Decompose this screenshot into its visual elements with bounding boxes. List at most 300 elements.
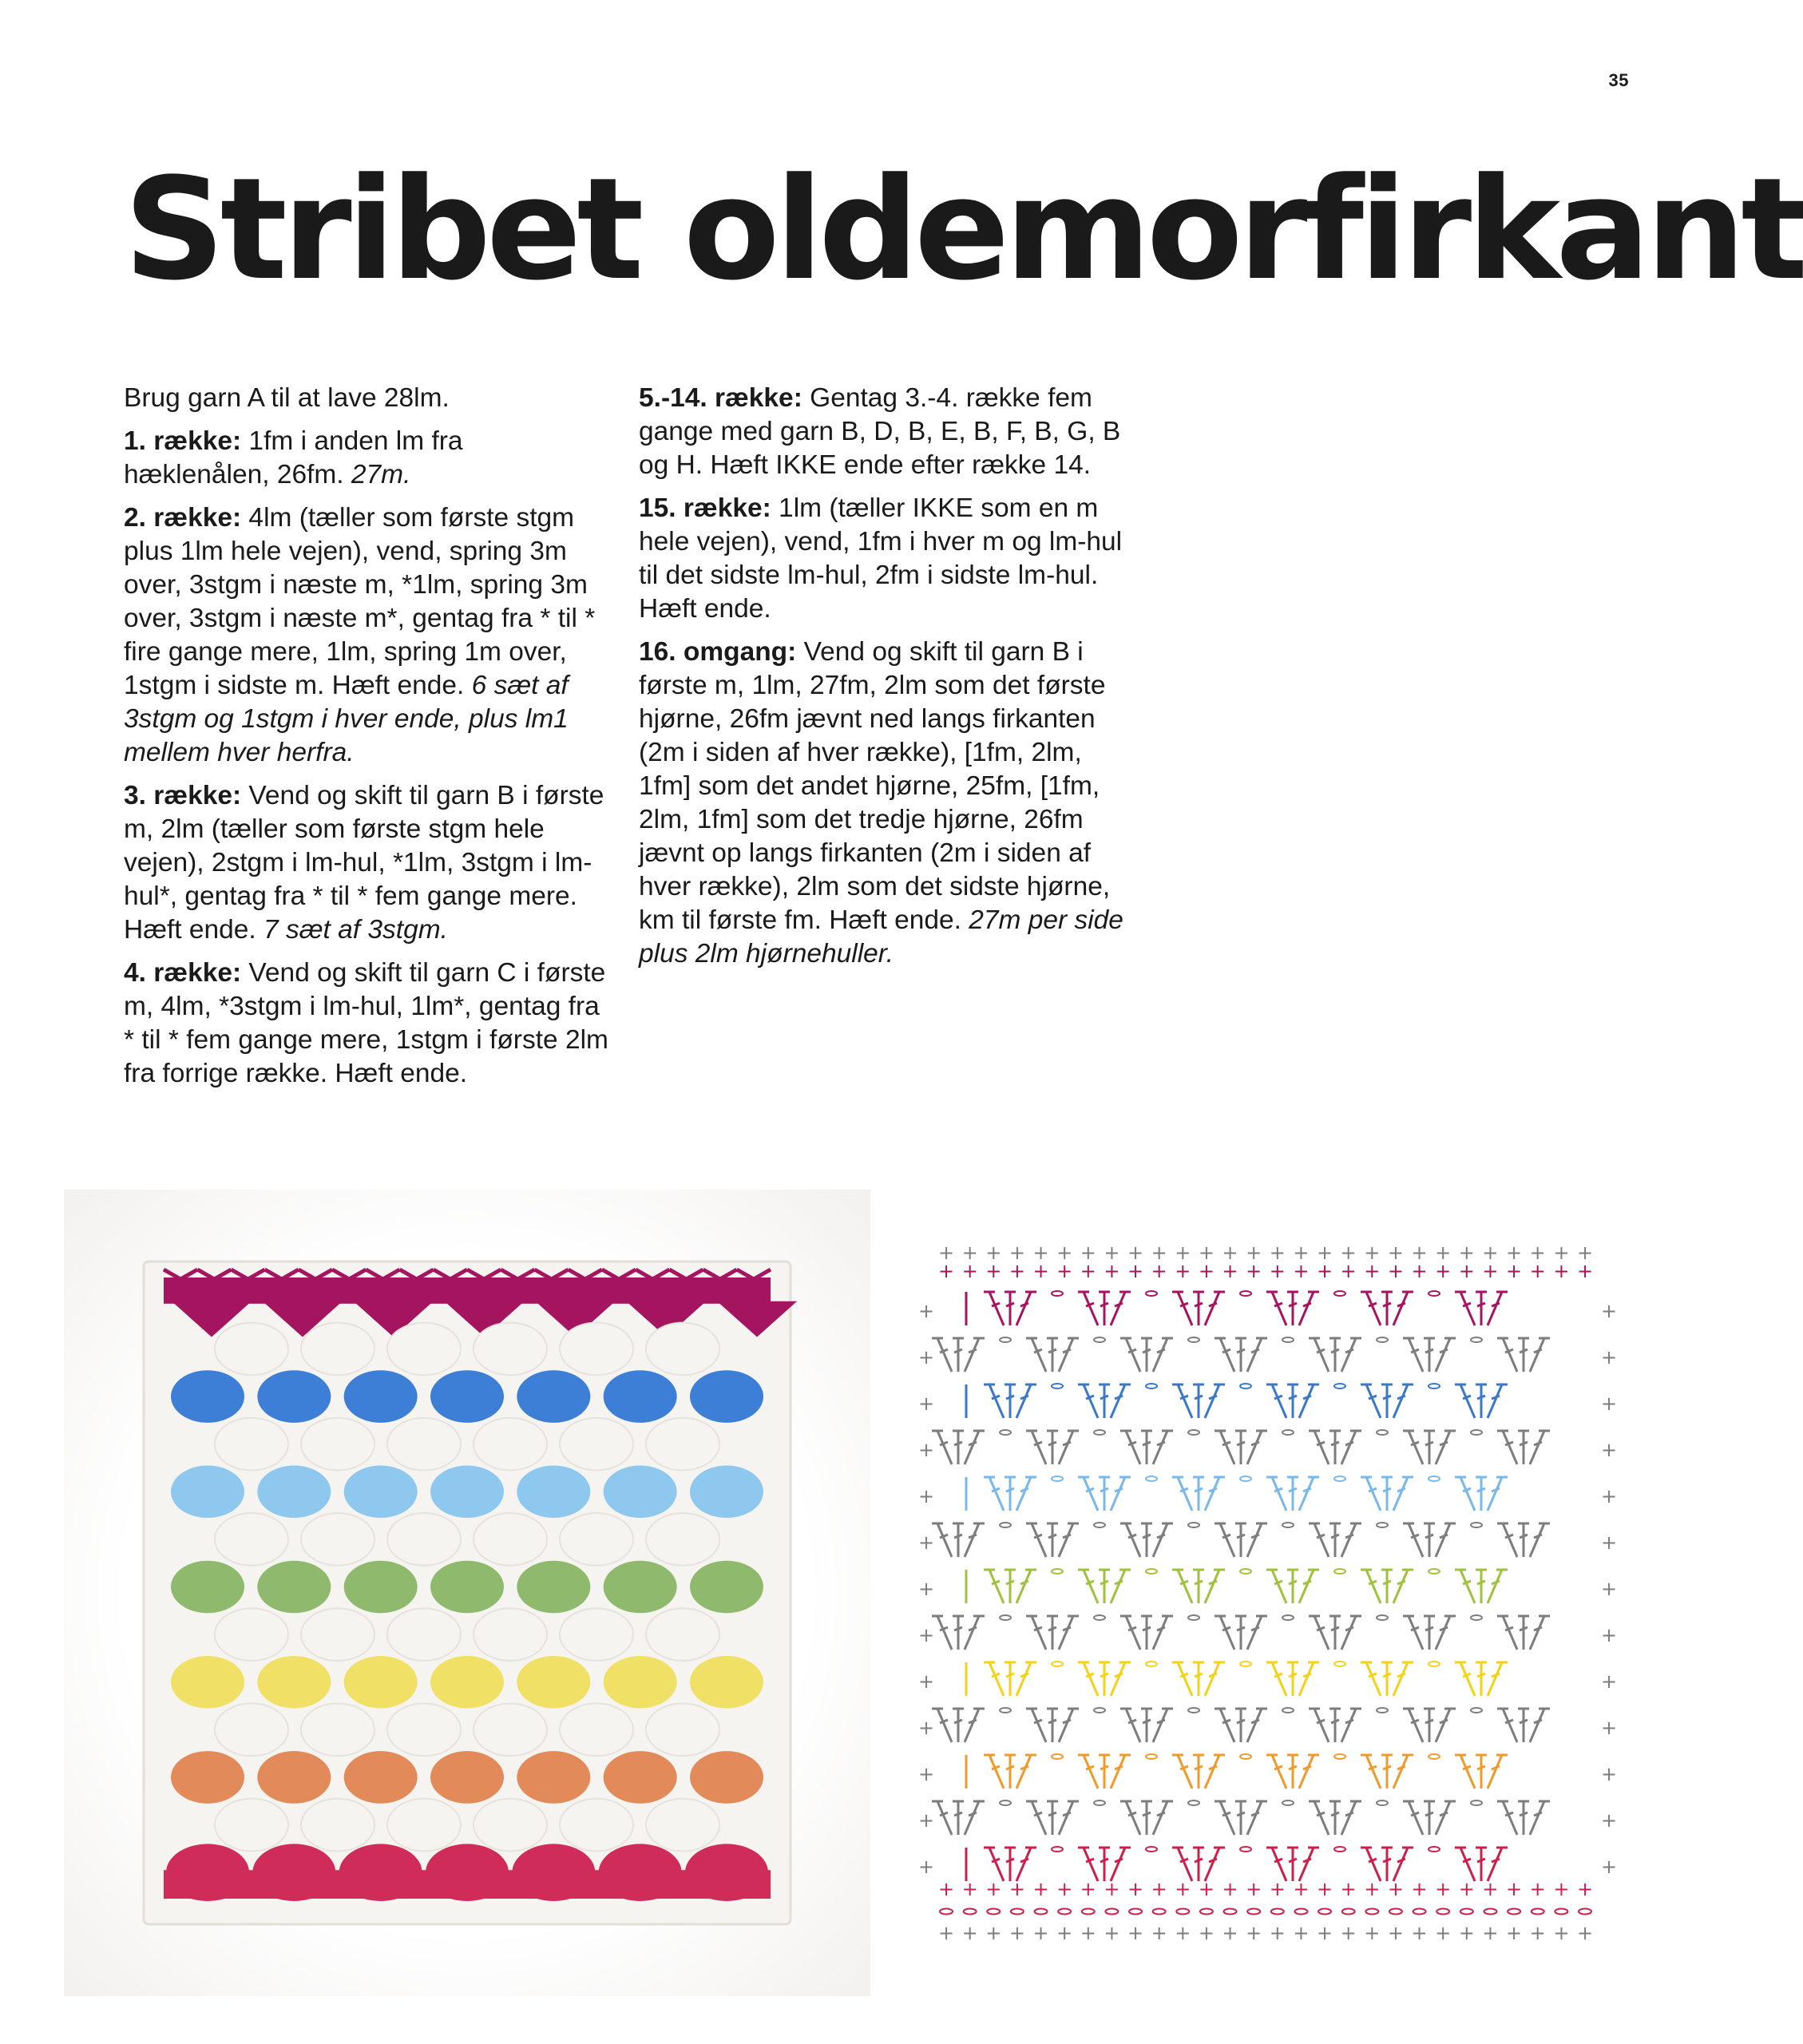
chart-dc-cluster [1215, 1431, 1267, 1464]
chart-border-stitch: + [1387, 1922, 1405, 1944]
stitch-cluster [257, 1656, 331, 1709]
chart-dc-tick [1209, 1303, 1217, 1306]
chart-dc-cluster [1403, 1431, 1456, 1464]
chart-sc-stitch: + [1127, 1260, 1144, 1282]
chart-dc-cluster [932, 1523, 985, 1557]
chart-dc-cluster [1215, 1801, 1267, 1835]
chart-dc-cluster [1455, 1848, 1508, 1881]
instruction-paragraph [639, 382, 1134, 482]
chart-dc-cluster [1120, 1709, 1173, 1742]
stitch-cluster [426, 1844, 509, 1901]
chart-dc-cluster [984, 1292, 1036, 1325]
chart-dc-tick [1534, 1442, 1542, 1445]
chart-dc-tick [1369, 1303, 1377, 1306]
chart-dc-tick [1157, 1535, 1165, 1538]
crochet-chart-diagram [910, 1242, 1621, 1944]
chart-dc-stem [1247, 1616, 1262, 1650]
chart-dc-tick [1397, 1859, 1405, 1862]
chart-dc-tick [1157, 1812, 1165, 1816]
chart-sc-stitch: + [1056, 1260, 1073, 1282]
chart-dc-tick [1505, 1349, 1513, 1353]
chart-dc-stem [1488, 1570, 1502, 1603]
chart-sc-stitch: + [1506, 1260, 1523, 1282]
chart-dc-stem [1178, 1384, 1192, 1418]
stitch-cluster [474, 1704, 547, 1757]
chart-dc-tick [1369, 1488, 1377, 1491]
chart-dc-tick [1034, 1349, 1042, 1353]
stitch-count: 27m per side plus 2lm hjørnehuller. [639, 905, 1123, 969]
chart-dc-stem [1084, 1570, 1098, 1603]
chart-dc-tick [1195, 1581, 1203, 1584]
chart-side-stitch: + [918, 1531, 935, 1554]
chart-dc-tick [1222, 1720, 1230, 1723]
crochet-square-illustration [64, 1190, 870, 1996]
chart-dc-tick [1440, 1627, 1448, 1630]
instruction-paragraph [124, 957, 612, 1091]
chart-dc-stem [1032, 1338, 1046, 1372]
stitch-cluster [604, 1370, 677, 1423]
chart-dc-tick [1180, 1766, 1188, 1769]
chart-chain [1429, 1662, 1440, 1666]
chart-dc-tick [1331, 1349, 1339, 1353]
chart-dc-stem [965, 1801, 979, 1835]
chart-dc-tick [1209, 1488, 1217, 1491]
chart-chain [1240, 1569, 1251, 1574]
chart-border-stitch: + [1198, 1242, 1215, 1264]
chart-chain [1094, 1430, 1105, 1435]
chart-dc-tick [1520, 1627, 1528, 1630]
chart-dc-stem [1341, 1709, 1356, 1742]
chart-dc-tick [1020, 1396, 1028, 1399]
chart-dc-stem [1366, 1384, 1381, 1418]
chart-dc-stem [1016, 1477, 1031, 1511]
chart-dc-stem [989, 1848, 1004, 1881]
chart-dc-stem [1460, 1292, 1475, 1325]
chart-dc-stem [1126, 1523, 1140, 1557]
chart-dc-cluster [984, 1570, 1036, 1603]
chart-chain [1334, 1291, 1345, 1296]
chart-border-stitch: + [1411, 1922, 1428, 1944]
chart-dc-stem [1341, 1338, 1356, 1372]
chart-dc-tick [1492, 1581, 1500, 1584]
chart-dc-stem [1503, 1801, 1517, 1835]
row-label: 3. række: [124, 781, 242, 810]
chart-border-stitch: + [937, 1242, 955, 1264]
instruction-text: 1fm i anden lm fra hæklenålen, 26fm. [124, 426, 463, 489]
chart-dc-cluster [1120, 1523, 1173, 1557]
chart-dc-tick [1440, 1720, 1448, 1723]
instruction-text: Brug garn A til at lave 28lm. [124, 383, 450, 413]
chart-chain [1146, 1384, 1157, 1388]
chart-dc-tick [940, 1720, 948, 1723]
chart-side-stitch: + [918, 1392, 935, 1415]
chart-dc-cluster [1078, 1662, 1131, 1696]
stitch-cluster [560, 1418, 633, 1471]
chart-side-stitch: + [1601, 1624, 1618, 1646]
chart-dc-cluster [1403, 1616, 1456, 1650]
chart-dc-tick [1128, 1812, 1136, 1816]
chart-dc-stem [937, 1523, 952, 1557]
stitch-cluster [301, 1323, 374, 1376]
stitch-cluster [387, 1418, 461, 1471]
chart-dc-tick [1100, 1766, 1108, 1769]
instruction-paragraph [124, 779, 612, 947]
chart-sc-stitch: + [937, 1878, 955, 1900]
chart-chain [1377, 1523, 1388, 1527]
chart-chain [1471, 1800, 1482, 1805]
chart-dc-tick [969, 1627, 977, 1630]
chart-side-stitch: + [918, 1670, 935, 1693]
chart-chain [1000, 1430, 1011, 1435]
chart-chain [1334, 1476, 1345, 1481]
chart-sc-stitch: + [1269, 1260, 1286, 1282]
chart-sc-stitch: + [961, 1878, 978, 1900]
chart-chain [1282, 1430, 1294, 1435]
chart-dc-tick [1274, 1488, 1282, 1491]
chart-dc-tick [1195, 1766, 1203, 1769]
page-title: Stribet oldemorfirkant [124, 148, 1803, 311]
chart-dc-tick [1063, 1535, 1071, 1538]
chart-dc-cluster [1172, 1755, 1225, 1788]
chart-border-stitch: + [1411, 1242, 1428, 1264]
chart-dc-tick [1397, 1488, 1405, 1491]
chart-dc-cluster [984, 1477, 1036, 1511]
chart-border-stitch: + [1364, 1242, 1381, 1264]
chart-border-stitch: + [1198, 1922, 1215, 1944]
chart-dc-stem [1341, 1616, 1356, 1650]
chart-chain [1176, 1909, 1189, 1915]
chart-sc-stitch: + [1198, 1878, 1215, 1900]
chart-dc-tick [1237, 1349, 1245, 1353]
chart-dc-cluster [1309, 1431, 1361, 1464]
chart-dc-tick [1143, 1349, 1151, 1353]
chart-dc-stem [1272, 1384, 1286, 1418]
chart-dc-tick [1520, 1812, 1528, 1816]
chart-side-stitch: + [918, 1578, 935, 1600]
chart-border-stitch: + [1008, 1242, 1025, 1264]
chart-border-stitch: + [1127, 1242, 1144, 1264]
chart-dc-tick [1520, 1442, 1528, 1445]
stitch-cluster [517, 1370, 590, 1423]
chart-dc-tick [1006, 1581, 1014, 1584]
stitch-cluster [646, 1608, 719, 1661]
chart-dc-tick [1195, 1488, 1203, 1491]
stitch-cluster [604, 1465, 677, 1518]
stitch-cluster [560, 1513, 633, 1566]
chart-dc-cluster [1120, 1338, 1173, 1372]
chart-dc-tick [1520, 1720, 1528, 1723]
chart-chain [1471, 1615, 1482, 1620]
chart-dc-tick [1006, 1766, 1014, 1769]
chart-dc-cluster [1497, 1801, 1550, 1835]
chart-dc-cluster [1361, 1384, 1413, 1418]
chart-dc-tick [1274, 1766, 1282, 1769]
chart-sc-stitch: + [1387, 1260, 1405, 1282]
chart-sc-stitch: + [1458, 1878, 1475, 1900]
chart-dc-tick [1345, 1442, 1353, 1445]
stitch-cluster [344, 1656, 418, 1709]
chart-dc-cluster [1497, 1709, 1550, 1742]
chart-side-stitch: + [918, 1346, 935, 1369]
stitch-cluster [387, 1799, 461, 1852]
instruction-text: 4lm (tæller som første stgm plus 1lm hele vejen), vend, spring 3m over, 3stgm i næste m, *1lm, spring 3m over, 3stgm i næste m*, gentag fra * til * fire gange mere, 1lm, spring 1m over, 1stgm i sidste m. Hæft ende. [124, 503, 596, 700]
chart-dc-tick [1128, 1720, 1136, 1723]
chart-sc-stitch: + [1482, 1878, 1499, 1900]
chart-dc-tick [1086, 1303, 1094, 1306]
chart-chain [1334, 1754, 1345, 1759]
chart-dc-stem [1126, 1709, 1140, 1742]
chart-dc-tick [1034, 1535, 1042, 1538]
chart-dc-tick [1345, 1720, 1353, 1723]
chart-sc-stitch: + [1104, 1878, 1120, 1900]
chart-border-stitch: + [1317, 1922, 1333, 1944]
stitch-cluster [430, 1370, 504, 1423]
stitch-cluster [344, 1370, 418, 1423]
chart-chain [1532, 1909, 1544, 1915]
chart-dc-stem [1084, 1662, 1098, 1696]
stitch-cluster [599, 1844, 682, 1901]
chart-border-stitch: + [1080, 1922, 1096, 1944]
stitch-cluster [474, 1799, 547, 1852]
stitch-cluster [430, 1656, 504, 1709]
chart-dc-tick [1303, 1766, 1311, 1769]
chart-dc-tick [1180, 1859, 1188, 1862]
chart-side-stitch: + [1601, 1763, 1618, 1785]
chart-dc-tick [1425, 1442, 1433, 1445]
chart-dc-stem [1436, 1801, 1450, 1835]
chart-dc-stem [1205, 1292, 1219, 1325]
chart-dc-cluster [1361, 1662, 1413, 1696]
stitch-cluster [301, 1608, 374, 1661]
chart-dc-cluster [1120, 1616, 1173, 1650]
stitch-cluster [646, 1799, 719, 1852]
chart-dc-tick [1492, 1303, 1500, 1306]
chart-dc-tick [1331, 1442, 1339, 1445]
chart-dc-cluster [1215, 1523, 1267, 1557]
stitch-cluster [474, 1323, 547, 1376]
chart-dc-stem [1460, 1662, 1475, 1696]
chart-dc-cluster [932, 1616, 985, 1650]
chart-dc-tick [1251, 1349, 1259, 1353]
chart-dc-cluster [1403, 1523, 1456, 1557]
stitch-count: 27m. [351, 460, 411, 489]
chart-dc-tick [1209, 1396, 1217, 1399]
chart-dc-stem [1059, 1431, 1073, 1464]
chart-chain [1389, 1909, 1402, 1915]
chart-chain [1484, 1909, 1496, 1915]
chart-dc-tick [1034, 1720, 1042, 1723]
chart-chain [1052, 1754, 1063, 1759]
chart-dc-tick [1251, 1720, 1259, 1723]
chart-chain [1240, 1847, 1251, 1852]
chart-dc-tick [1369, 1674, 1377, 1677]
chart-dc-stem [937, 1709, 952, 1742]
chart-dc-stem [1436, 1709, 1450, 1742]
chart-sc-stitch: + [985, 1260, 1002, 1282]
chart-dc-tick [1222, 1442, 1230, 1445]
chart-chain [1429, 1384, 1440, 1388]
chart-border-stitch: + [1080, 1242, 1096, 1264]
chart-dc-tick [1034, 1627, 1042, 1630]
instruction-paragraph [124, 382, 612, 415]
chart-dc-tick [1397, 1674, 1405, 1677]
chart-dc-tick [1463, 1581, 1471, 1584]
chart-dc-cluster [1361, 1570, 1413, 1603]
stitch-cluster [517, 1751, 590, 1804]
chart-dc-stem [1393, 1570, 1408, 1603]
chart-dc-tick [1274, 1581, 1282, 1584]
stitch-cluster [215, 1799, 288, 1852]
chart-dc-stem [1111, 1292, 1125, 1325]
chart-chain [1471, 1708, 1482, 1713]
chart-border-stitch: + [1553, 1242, 1570, 1264]
chart-dc-stem [989, 1477, 1004, 1511]
chart-chain [1282, 1523, 1294, 1527]
chart-dc-tick [1063, 1442, 1071, 1445]
chart-side-stitch: + [1601, 1439, 1618, 1461]
stitch-cluster [257, 1370, 331, 1423]
chart-dc-tick [954, 1535, 962, 1538]
chart-dc-stem [1314, 1709, 1329, 1742]
chart-dc-tick [1006, 1859, 1014, 1862]
chart-dc-tick [1048, 1720, 1056, 1723]
stitch-cluster [257, 1465, 331, 1518]
chart-dc-stem [1111, 1384, 1125, 1418]
chart-dc-stem [1503, 1338, 1517, 1372]
chart-dc-tick [1180, 1581, 1188, 1584]
chart-sc-stitch: + [1411, 1878, 1428, 1900]
chart-dc-tick [992, 1488, 1000, 1491]
chart-chain [1318, 1909, 1331, 1915]
chart-dc-stem [1436, 1338, 1450, 1372]
chart-dc-stem [1460, 1848, 1475, 1881]
chart-dc-tick [1048, 1442, 1056, 1445]
chart-dc-stem [1205, 1848, 1219, 1881]
chart-dc-stem [1247, 1338, 1262, 1372]
chart-dc-tick [1289, 1581, 1297, 1584]
chart-side-stitch: + [918, 1809, 935, 1832]
chart-sc-stitch: + [961, 1260, 978, 1282]
chart-dc-stem [1178, 1477, 1192, 1511]
chart-dc-tick [992, 1766, 1000, 1769]
chart-dc-tick [1534, 1349, 1542, 1353]
chart-dc-tick [1048, 1535, 1056, 1538]
chart-dc-stem [1393, 1477, 1408, 1511]
chart-chain [1000, 1337, 1011, 1342]
chart-chain [1200, 1909, 1213, 1915]
chart-dc-tick [1274, 1396, 1282, 1399]
chart-dc-stem [1205, 1477, 1219, 1511]
stitch-count: 6 sæt af 3stgm og 1stgm i hver ende, plus lm1 mellem hver herfra. [124, 671, 569, 767]
chart-dc-cluster [1215, 1338, 1267, 1372]
chart-sc-stitch: + [1175, 1260, 1191, 1282]
chart-dc-tick [1440, 1535, 1448, 1538]
chart-chain [1000, 1615, 1011, 1620]
stitch-cluster [560, 1704, 633, 1757]
chart-dc-tick [969, 1812, 977, 1816]
chart-chain [1000, 1708, 1011, 1713]
chart-sc-stitch: + [1293, 1260, 1310, 1282]
chart-sc-stitch: + [1458, 1260, 1475, 1282]
chart-chain [1094, 1708, 1105, 1713]
chart-dc-stem [989, 1292, 1004, 1325]
chart-dc-cluster [1455, 1292, 1508, 1325]
chart-border-stitch: + [1293, 1922, 1310, 1944]
chart-dc-tick [1383, 1859, 1391, 1862]
chart-dc-stem [1247, 1523, 1262, 1557]
chart-chain [1271, 1909, 1284, 1915]
chart-dc-stem [1272, 1662, 1286, 1696]
chart-dc-tick [1222, 1349, 1230, 1353]
instruction-paragraph [124, 425, 612, 492]
chart-border-stitch: + [1435, 1242, 1452, 1264]
chart-dc-tick [1492, 1488, 1500, 1491]
chart-sc-stitch: + [1340, 1260, 1357, 1282]
chart-dc-tick [1063, 1627, 1071, 1630]
chart-dc-tick [1505, 1442, 1513, 1445]
chart-dc-tick [1383, 1488, 1391, 1491]
stitch-cluster [387, 1323, 461, 1376]
stitch-cluster [301, 1418, 374, 1471]
chart-dc-tick [1063, 1349, 1071, 1353]
chart-dc-stem [1314, 1616, 1329, 1650]
chart-dc-stem [1220, 1523, 1234, 1557]
chart-dc-stem [1205, 1570, 1219, 1603]
chart-sc-stitch: + [1435, 1878, 1452, 1900]
chart-dc-stem [989, 1755, 1004, 1788]
chart-dc-stem [1299, 1570, 1314, 1603]
chart-chain [1240, 1291, 1251, 1296]
chart-dc-tick [954, 1812, 962, 1816]
chart-chain [1188, 1430, 1199, 1435]
chart-border-stitch: + [1364, 1922, 1381, 1944]
chart-dc-tick [992, 1859, 1000, 1862]
stitch-cluster [215, 1513, 288, 1566]
chart-dc-tick [1411, 1349, 1419, 1353]
chart-dc-tick [1020, 1859, 1028, 1862]
chart-dc-tick [1505, 1535, 1513, 1538]
chart-dc-stem [1299, 1384, 1314, 1418]
stitch-cluster [257, 1561, 331, 1614]
chart-dc-cluster [1078, 1477, 1131, 1511]
chart-chain [1094, 1615, 1105, 1620]
chart-side-stitch: + [918, 1485, 935, 1507]
chart-side-stitch: + [1601, 1531, 1618, 1554]
chart-dc-tick [1222, 1812, 1230, 1816]
chart-dc-tick [1477, 1396, 1485, 1399]
chart-dc-tick [1383, 1766, 1391, 1769]
chart-sc-stitch: + [1387, 1878, 1405, 1900]
chart-dc-tick [1048, 1349, 1056, 1353]
chart-dc-stem [1084, 1755, 1098, 1788]
chart-chain [1146, 1847, 1157, 1852]
chart-dc-stem [1178, 1570, 1192, 1603]
chart-sc-stitch: + [1032, 1260, 1049, 1282]
chart-dc-stem [1059, 1523, 1073, 1557]
chart-dc-stem [1016, 1384, 1031, 1418]
chart-dc-tick [1463, 1859, 1471, 1862]
stitch-cluster [215, 1608, 288, 1661]
chart-border-stitch: + [1175, 1242, 1191, 1264]
stitch-cluster [257, 1751, 331, 1804]
chart-dc-tick [1303, 1488, 1311, 1491]
chart-chain [1471, 1430, 1482, 1435]
chart-dc-stem [1488, 1662, 1502, 1696]
chart-dc-tick [1086, 1396, 1094, 1399]
chart-dc-tick [1425, 1812, 1433, 1816]
chart-chain [1129, 1909, 1142, 1915]
chart-dc-cluster [1497, 1523, 1550, 1557]
